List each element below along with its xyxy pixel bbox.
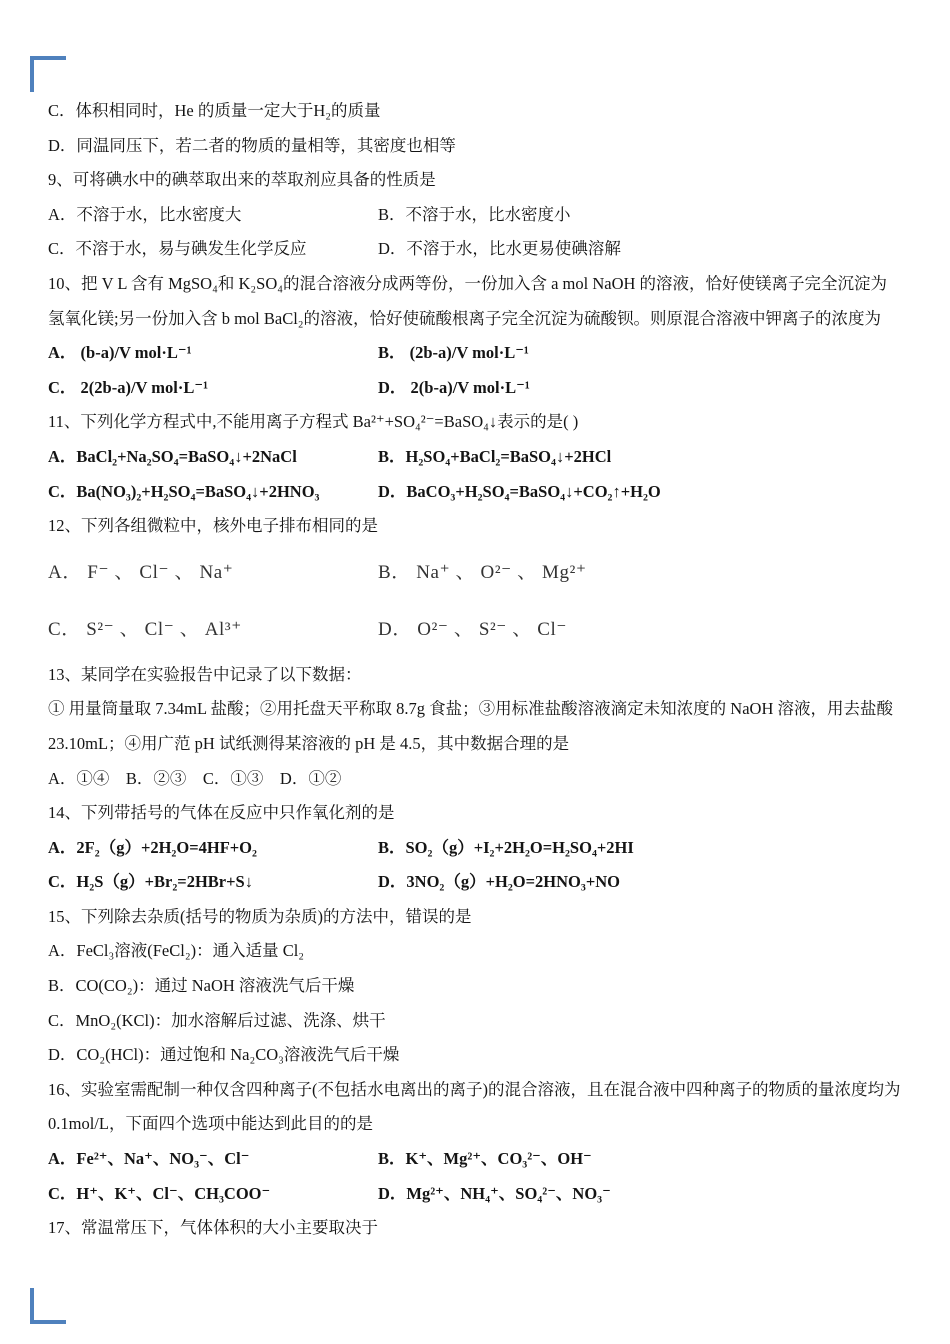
q9-options-ab: [48, 198, 916, 233]
q11-options-cd-left: C．Ba(NO₃)₂+H₂SO₄=BaSO₄↓+2HNO₃: [48, 481, 320, 501]
q16-stem-line1-text: 16、实验室需配制一种仅含四种离子(不包括水电离出的离子)的混合溶液，且在混合液中四种离子的物质的量浓度均为: [48, 1079, 901, 1099]
q15-stem-text: 15、下列除去杂质(括号的物质为杂质)的方法中，错误的是: [48, 906, 472, 926]
q13-options: [48, 762, 916, 797]
q15-option-a-text: A．FeCl₃溶液(FeCl₂)：通入适量 Cl₂: [48, 941, 305, 961]
q10-options-cd-right: D． 2(b-a)/V mol·L⁻¹: [378, 377, 530, 397]
q14-options-ab-right: B．SO₂（g）+I₂+2H₂O=H₂SO₄+2HI: [378, 837, 634, 857]
q12-stem: [48, 509, 916, 544]
q11-options-ab-right: B．H₂SO₄+BaCl₂=BaSO₄↓+2HCl: [378, 446, 612, 466]
q9-options-cd-right: D．不溶于水，比水更易使碘溶解: [378, 239, 621, 259]
q13-data-line2-text: 23.10mL；④用广范 pH 试纸测得某溶液的 pH 是 4.5，其中数据合理的是: [48, 733, 570, 753]
q17-stem: [48, 1211, 916, 1246]
q10-options-cd-left: C． 2(2b-a)/V mol·L⁻¹: [48, 377, 209, 397]
q16-options-ab-right: B．K⁺、Mg²⁺、CO₃²⁻、OH⁻: [378, 1149, 592, 1169]
q15-stem: [48, 900, 916, 935]
q11-options-cd-right: D．BaCO₃+H₂SO₄=BaSO₄↓+CO₂↑+H₂O: [378, 481, 661, 501]
q14-options-cd-right: D．3NO₂（g）+H₂O=2HNO₃+NO: [378, 872, 620, 892]
q13-data-line1: [48, 692, 916, 727]
document-body: [48, 94, 916, 1246]
q16-options-ab-left: A．Fe²⁺、Na⁺、NO₃⁻、Cl⁻: [48, 1149, 250, 1169]
q15-option-c-text: C．MnO₂(KCl)：加水溶解后过滤、洗涤、烘干: [48, 1010, 386, 1030]
q14-options-cd: [48, 865, 916, 900]
q11-stem: [48, 405, 916, 440]
q11-options-cd: [48, 475, 916, 510]
q10-options-ab-right: B． (2b-a)/V mol·L⁻¹: [378, 343, 529, 363]
q13-options-text: A．①④ B．②③ C．①③ D．①②: [48, 768, 342, 788]
q9-stem: [48, 163, 916, 198]
q9-options-ab-left: A．不溶于水，比水密度大: [48, 204, 242, 224]
q12-options-ab-right: B． Na⁺ 、 O²⁻ 、 Mg²⁺: [378, 561, 587, 583]
q14-options-ab-left: A．2F₂（g）+2H₂O=4HF+O₂: [48, 837, 257, 857]
q10-stem-line1: [48, 267, 916, 302]
q9-options-cd-left: C．不溶于水，易与碘发生化学反应: [48, 239, 307, 259]
q14-options-ab: [48, 831, 916, 866]
q16-options-cd: [48, 1177, 916, 1212]
q8-option-d: [48, 129, 916, 164]
q12-options-cd-left: C． S²⁻ 、 Cl⁻ 、 Al³⁺: [48, 618, 242, 640]
q10-options-ab-left: A． (b-a)/V mol·L⁻¹: [48, 343, 192, 363]
q13-data-line2: [48, 727, 916, 762]
q10-stem-line2: [48, 302, 916, 337]
q15-option-d-text: D．CO₂(HCl)：通过饱和 Na₂CO₃溶液洗气后干燥: [48, 1045, 400, 1065]
q8-option-c: [48, 94, 916, 129]
q15-option-b-text: B．CO(CO₂)：通过 NaOH 溶液洗气后干燥: [48, 976, 355, 996]
q8-option-c-text: C．体积相同时，He 的质量一定大于H₂的质量: [48, 101, 381, 120]
q13-stem-text: 13、某同学在实验报告中记录了以下数据：: [48, 664, 362, 684]
q16-stem-line1: [48, 1073, 916, 1108]
page-border-corner-top-left: [30, 56, 66, 92]
q12-options-ab: [48, 544, 916, 601]
q16-stem-line2: [48, 1107, 916, 1142]
q14-stem-text: 14、下列带括号的气体在反应中只作氧化剂的是: [48, 803, 395, 823]
q10-options-cd: [48, 371, 916, 406]
q14-options-cd-left: C．H₂S（g）+Br₂=2HBr+S↓: [48, 872, 253, 892]
q13-stem: [48, 658, 916, 693]
q13-data-line1-text: ① 用量筒量取 7.34mL 盐酸；②用托盘天平称取 8.7g 食盐；③用标准盐酸溶液滴定未知浓度的 NaOH 溶液，用去盐酸: [48, 699, 893, 719]
q11-options-ab-left: A．BaCl₂+Na₂SO₄=BaSO₄↓+2NaCl: [48, 446, 297, 466]
q14-stem: [48, 796, 916, 831]
q17-stem-text: 17、常温常压下，气体体积的大小主要取决于: [48, 1218, 378, 1238]
q9-stem-text: 9、可将碘水中的碘萃取出来的萃取剂应具备的性质是: [48, 170, 436, 190]
q15-option-b: [48, 969, 916, 1004]
q12-options-ab-left: A． F⁻ 、 Cl⁻ 、 Na⁺: [48, 561, 234, 583]
q16-stem-line2-text: 0.1mol/L，下面四个选项中能达到此目的的是: [48, 1114, 373, 1134]
q12-stem-text: 12、下列各组微粒中，核外电子排布相同的是: [48, 516, 378, 536]
q10-stem-line1-text: 10、把 V L 含有 MgSO₄和 K₂SO₄的混合溶液分成两等份，一份加入含 a mol NaOH 的溶液，恰好使镁离子完全沉淀为: [48, 273, 888, 293]
q11-options-ab: [48, 440, 916, 475]
q15-option-d: [48, 1038, 916, 1073]
q12-options-cd: [48, 601, 916, 658]
q12-options-cd-right: D． O²⁻ 、 S²⁻ 、 Cl⁻: [378, 618, 567, 640]
q16-options-ab: [48, 1142, 916, 1177]
q10-stem-line2-text: 氢氧化镁;另一份加入含 b mol BaCl₂的溶液，恰好使硫酸根离子完全沉淀为硫酸钡。则原混合溶液中钾离子的浓度为: [48, 308, 882, 328]
q9-options-ab-right: B．不溶于水，比水密度小: [378, 204, 571, 224]
q10-options-ab: [48, 336, 916, 371]
q9-options-cd: [48, 232, 916, 267]
q15-option-c: [48, 1004, 916, 1039]
q16-options-cd-right: D．Mg²⁺、NH₄⁺、SO₄²⁻、NO₃⁻: [378, 1183, 611, 1203]
q15-option-a: [48, 934, 916, 969]
q16-options-cd-left: C．H⁺、K⁺、Cl⁻、CH₃COO⁻: [48, 1183, 271, 1203]
q11-stem-text: 11、下列化学方程式中,不能用离子方程式 Ba²⁺+SO₄²⁻=BaSO₄↓表示的是( ): [48, 412, 579, 432]
page-border-corner-bottom-left: [30, 1288, 66, 1324]
q8-option-d-text: D．同温同压下，若二者的物质的量相等，其密度也相等: [48, 135, 456, 155]
